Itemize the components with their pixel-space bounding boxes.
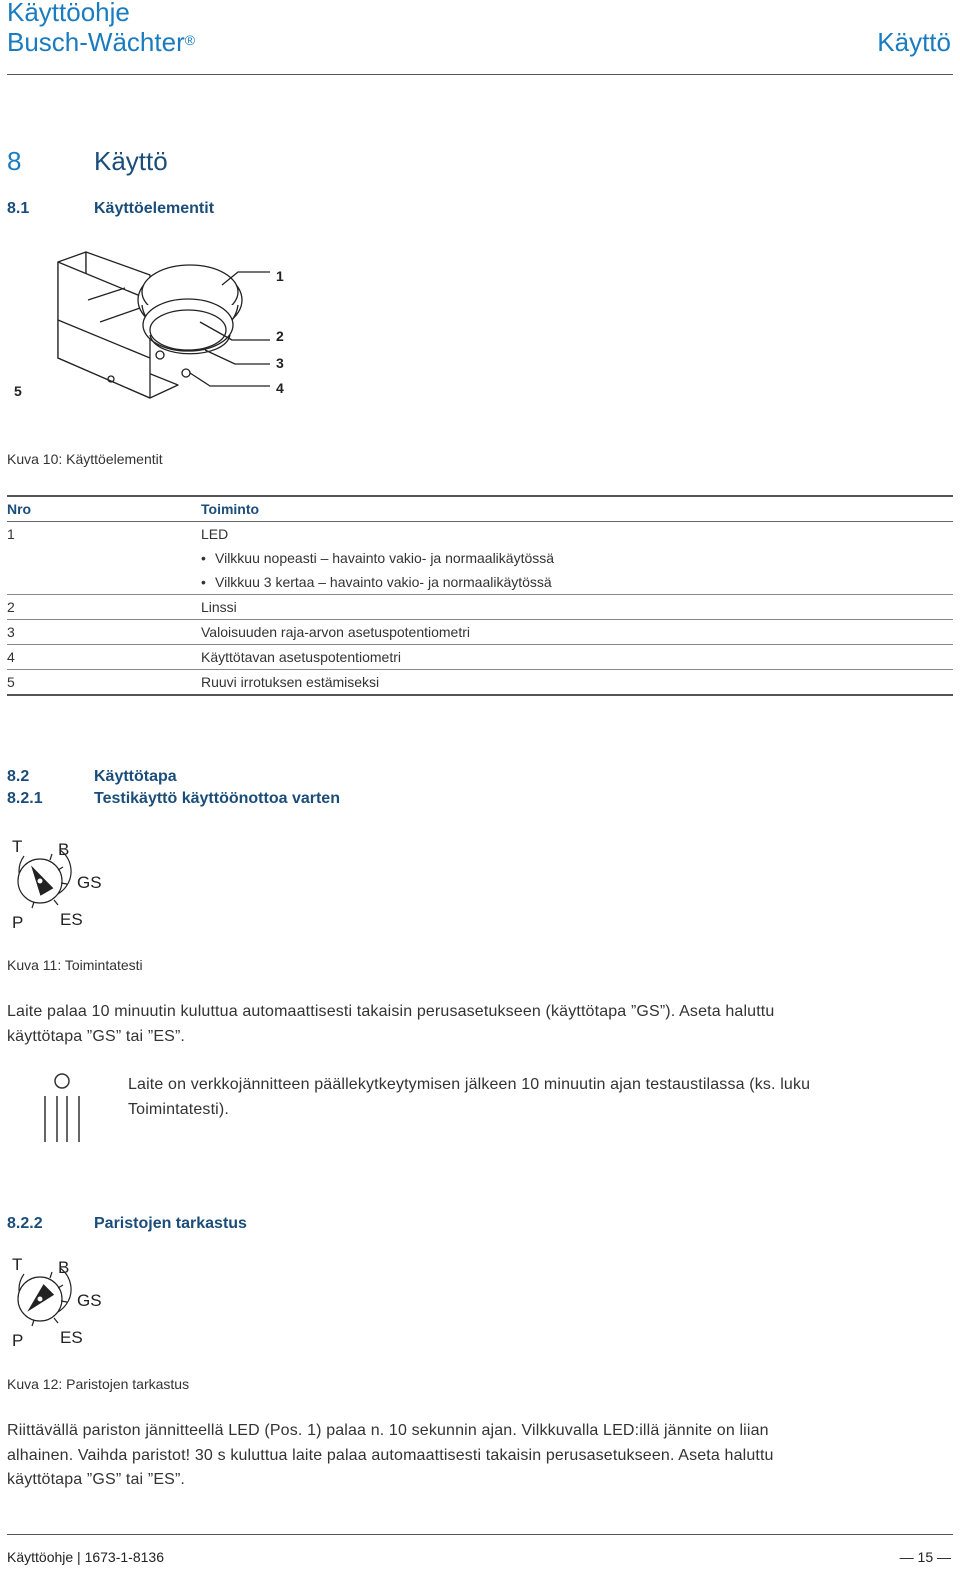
chapter-title: Käyttö — [94, 146, 168, 176]
section-8-1-title: Käyttöelementit — [94, 200, 215, 217]
device-illustration — [0, 245, 320, 420]
header-product-name: Busch-Wächter® — [7, 27, 196, 57]
section-8-2-number: 8.2 — [7, 768, 30, 785]
dial-label-b: B — [58, 1258, 70, 1277]
info-note: Laite on verkkojännitteen päällekytkeytymisen jälkeen 10 minuutin ajan testaustilassa (ks. luku Toimintatesti). — [128, 1076, 811, 1118]
footer-dash: — — [899, 1549, 914, 1565]
table-row — [7, 522, 953, 595]
row-number: 3 — [7, 620, 201, 645]
section-8-2-1-title: Testikäyttö käyttöönottoa varten — [94, 790, 340, 807]
row-number: 1 — [7, 522, 201, 595]
figure-11-caption: Kuva 11: Toimintatesti — [7, 957, 143, 973]
header-manual-title: Käyttöohje — [7, 0, 130, 27]
row-number: 5 — [7, 670, 201, 696]
chapter-number: 8 — [7, 146, 22, 176]
dial-label-gs: GS — [77, 1291, 102, 1310]
list-item: • Vilkkuu nopeasti – havainto vakio- ja normaalikäytössä — [201, 550, 555, 566]
page-number: 15 — [917, 1549, 934, 1565]
trademark-symbol: ® — [184, 32, 196, 48]
row-number: 2 — [7, 595, 201, 620]
potentiometer-3-icon — [156, 351, 164, 359]
potentiometer-4-icon — [182, 369, 190, 377]
callout-5: 5 — [14, 383, 22, 399]
paragraph-test-mode: Laite palaa 10 minuutin kuluttua automaattisesti takaisin perusasetukseen (käyttötapa ”GS”). Aseta haluttu käyttötapa ”GS” tai ”ES”. — [7, 1003, 775, 1045]
row-function: Käyttötavan asetuspotentiometri — [201, 645, 953, 670]
section-8-2-2-title: Paristojen tarkastus — [94, 1215, 247, 1232]
dial-label-t: T — [12, 837, 23, 856]
figure-12-caption: Kuva 12: Paristojen tarkastus — [7, 1376, 190, 1392]
mode-dial-battery — [0, 1250, 120, 1350]
dial-label-gs: GS — [77, 873, 102, 892]
table-row — [7, 595, 953, 620]
callout-3: 3 — [276, 355, 284, 371]
callout-1: 1 — [276, 268, 284, 284]
mode-dial-test — [0, 832, 120, 932]
row-number: 4 — [7, 645, 201, 670]
header-rule — [7, 74, 953, 75]
callout-4: 4 — [276, 380, 284, 396]
footer-rule — [7, 1534, 953, 1535]
row-function: LED • Vilkkuu nopeasti – havainto vakio- ja normaalikäytössä • Vilkkuu 3 kertaa – havainto vakio- ja normaalikäytössä — [201, 522, 953, 595]
controls-table — [7, 495, 953, 696]
footer-page: — 15 — — [899, 1549, 951, 1565]
info-icon — [40, 1070, 86, 1146]
sensor-dome — [143, 299, 233, 351]
column-header-function: Toiminto — [201, 496, 953, 522]
section-8-2-1-number: 8.2.1 — [7, 790, 43, 807]
section-8-2-2-number: 8.2.2 — [7, 1215, 43, 1232]
section-8-1-number: 8.1 — [7, 200, 30, 217]
table-row — [7, 645, 953, 670]
dial-label-p: P — [12, 913, 24, 932]
dial-label-es: ES — [60, 1328, 83, 1347]
row-function: Valoisuuden raja-arvon asetuspotentiometri — [201, 620, 953, 645]
dial-label-p: P — [12, 1331, 24, 1350]
row-function: Linssi — [201, 595, 953, 620]
table-row — [7, 620, 953, 645]
list-item: • Vilkkuu 3 kertaa – havainto vakio- ja normaalikäytössä — [201, 574, 552, 590]
column-header-nro: Nro — [7, 496, 201, 522]
figure-10-caption: Kuva 10: Käyttöelementit — [7, 451, 163, 467]
table-row — [7, 670, 953, 696]
dial-label-t: T — [12, 1255, 23, 1274]
footer-document-id: Käyttöohje | 1673-1-8136 — [7, 1549, 164, 1565]
section-8-2-title: Käyttötapa — [94, 768, 177, 785]
callout-2: 2 — [276, 328, 284, 344]
paragraph-battery-check: Riittävällä pariston jännitteellä LED (Pos. 1) palaa n. 10 sekunnin ajan. Vilkkuvalla LED:illä jännite on liian alhainen. Vaihda paristot! 30 s kuluttua laite palaa automaattisesti takaisin perusasetukseen. Aseta haluttu käyttötapa ”GS” tai ”ES”. — [7, 1422, 774, 1488]
dial-label-b: B — [58, 840, 70, 859]
row-function: Ruuvi irrotuksen estämiseksi — [201, 670, 953, 696]
header-section-title: Käyttö — [877, 27, 951, 57]
dial-label-es: ES — [60, 910, 83, 929]
